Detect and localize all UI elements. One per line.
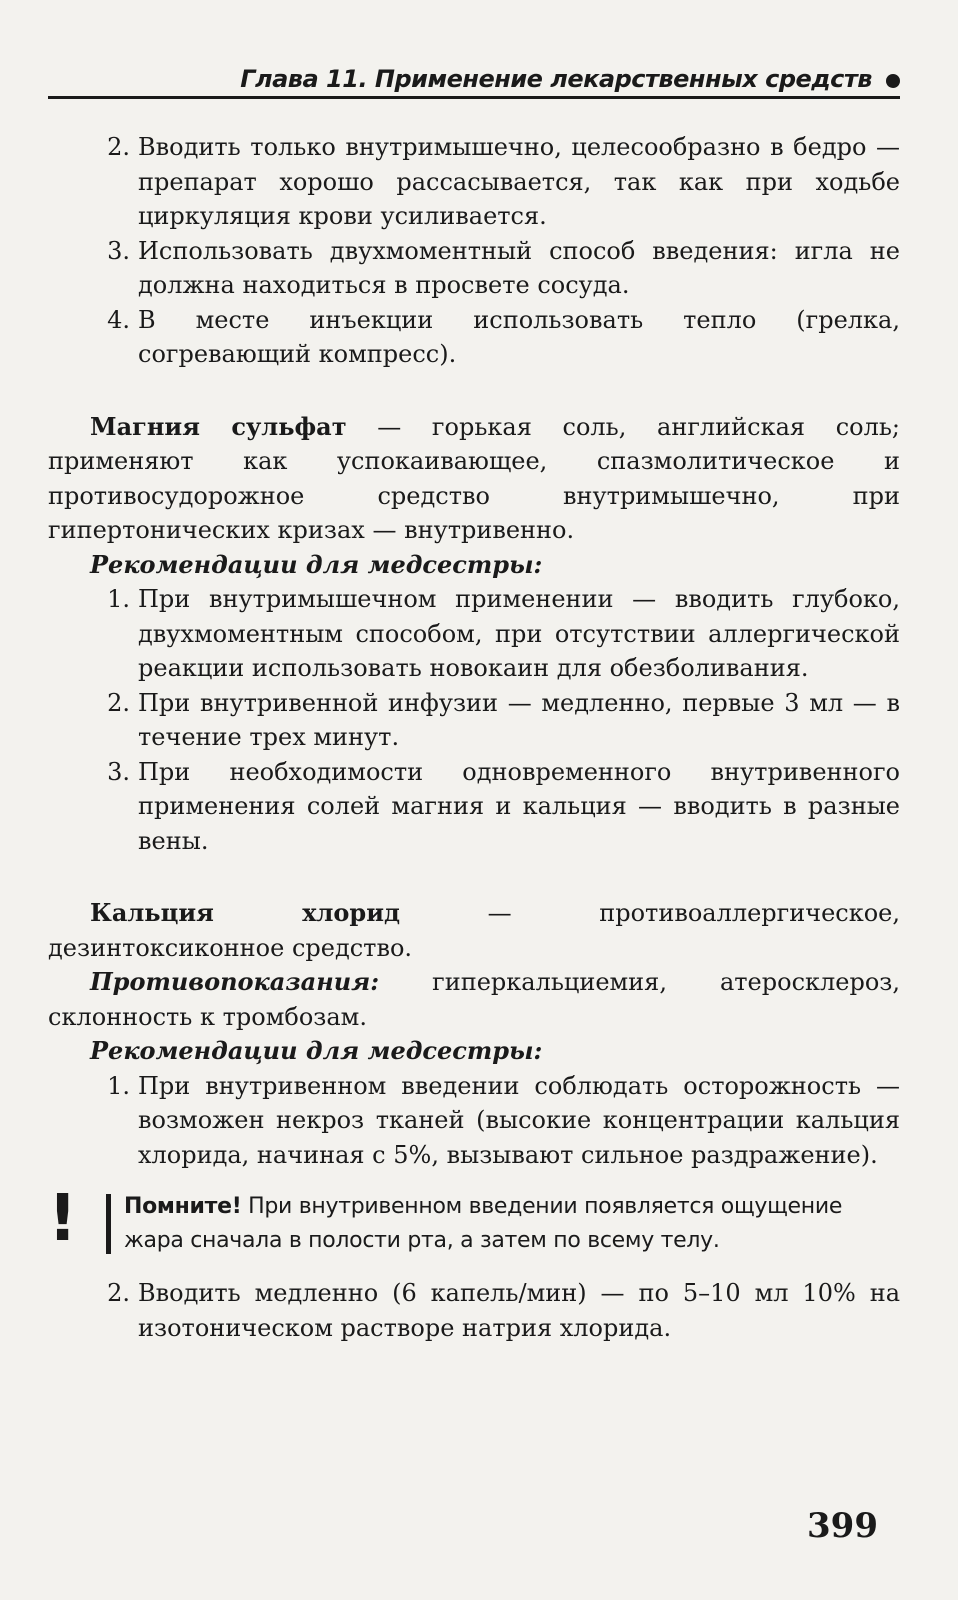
calcium-contraindications: Противопоказания: гиперкальциемия, атеросклероз, склонность к тромбозам.	[48, 967, 900, 1031]
running-header	[48, 62, 900, 99]
list-item: 2. При внутривенной инфузии — медленно, первые 3 мл — в течение трех минут.	[107, 688, 900, 751]
calcium-paragraph: Кальция хлорид — противоаллергическое, дезинтоксиконное средство.	[48, 898, 901, 962]
reminder-note	[48, 1182, 900, 1260]
list-item: 2. Вводить только внутримышечно, целесообразно в бедро — препарат хорошо рассасывается, так как при ходьбе циркуляция крови усиливается.	[107, 133, 900, 230]
magnesium-paragraph: Магния сульфат — горькая соль, английская соль; применяют как успокаивающее, спазмолитическое и противосудорожное средство внутримышечно, при гипертонических кризах — внутривенно.	[48, 411, 900, 544]
page-number: 399	[807, 1506, 878, 1546]
list-item: 1. При внутривенном введении соблюдать осторожность — возможен некроз тканей (высокие концентрации кальция хлорида, начиная с 5%, вызывают сильное раздражение).	[107, 1071, 900, 1169]
warning-icon: !	[48, 1190, 124, 1260]
list-item: 4. В месте инъекции использовать тепло (грелка, согревающий компресс).	[107, 305, 900, 368]
page-body	[48, 130, 900, 1345]
calcium-term: Кальция хлорид	[90, 898, 401, 927]
list-item: 3. При необходимости одновременного внутривенного применения солей магния и кальция — вводить в разные вены.	[107, 757, 900, 855]
magnesium-term: Магния сульфат	[90, 411, 347, 441]
list-item: 2. Вводить медленно (6 капель/мин) — по 5–10 мл 10% на изотоническом растворе натрия хлорида.	[107, 1279, 900, 1342]
top-list	[48, 130, 900, 372]
header-bullet-icon	[886, 74, 900, 88]
list-item: 3. Использовать двухмоментный способ введения: игла не должна находиться в просвете сосуда.	[107, 236, 900, 299]
list-item: 1. При внутримышечном применении — вводить глубоко, двухмоментным способом, при отсутствии аллергической реакции использовать новокаин для обезболивания.	[107, 585, 900, 682]
note-text: Помните! При внутривенном введении появляется ощущение жара сначала в полости рта, а затем по всему телу.	[124, 1194, 843, 1253]
magnesium-rec-heading: Рекомендации для медсестры:	[90, 549, 543, 579]
magnesium-list	[48, 582, 900, 858]
calcium-rec-heading: Рекомендации для медсестры:	[90, 1036, 543, 1065]
chapter-title: Глава 11. Применение лекарственных средств	[240, 65, 872, 93]
